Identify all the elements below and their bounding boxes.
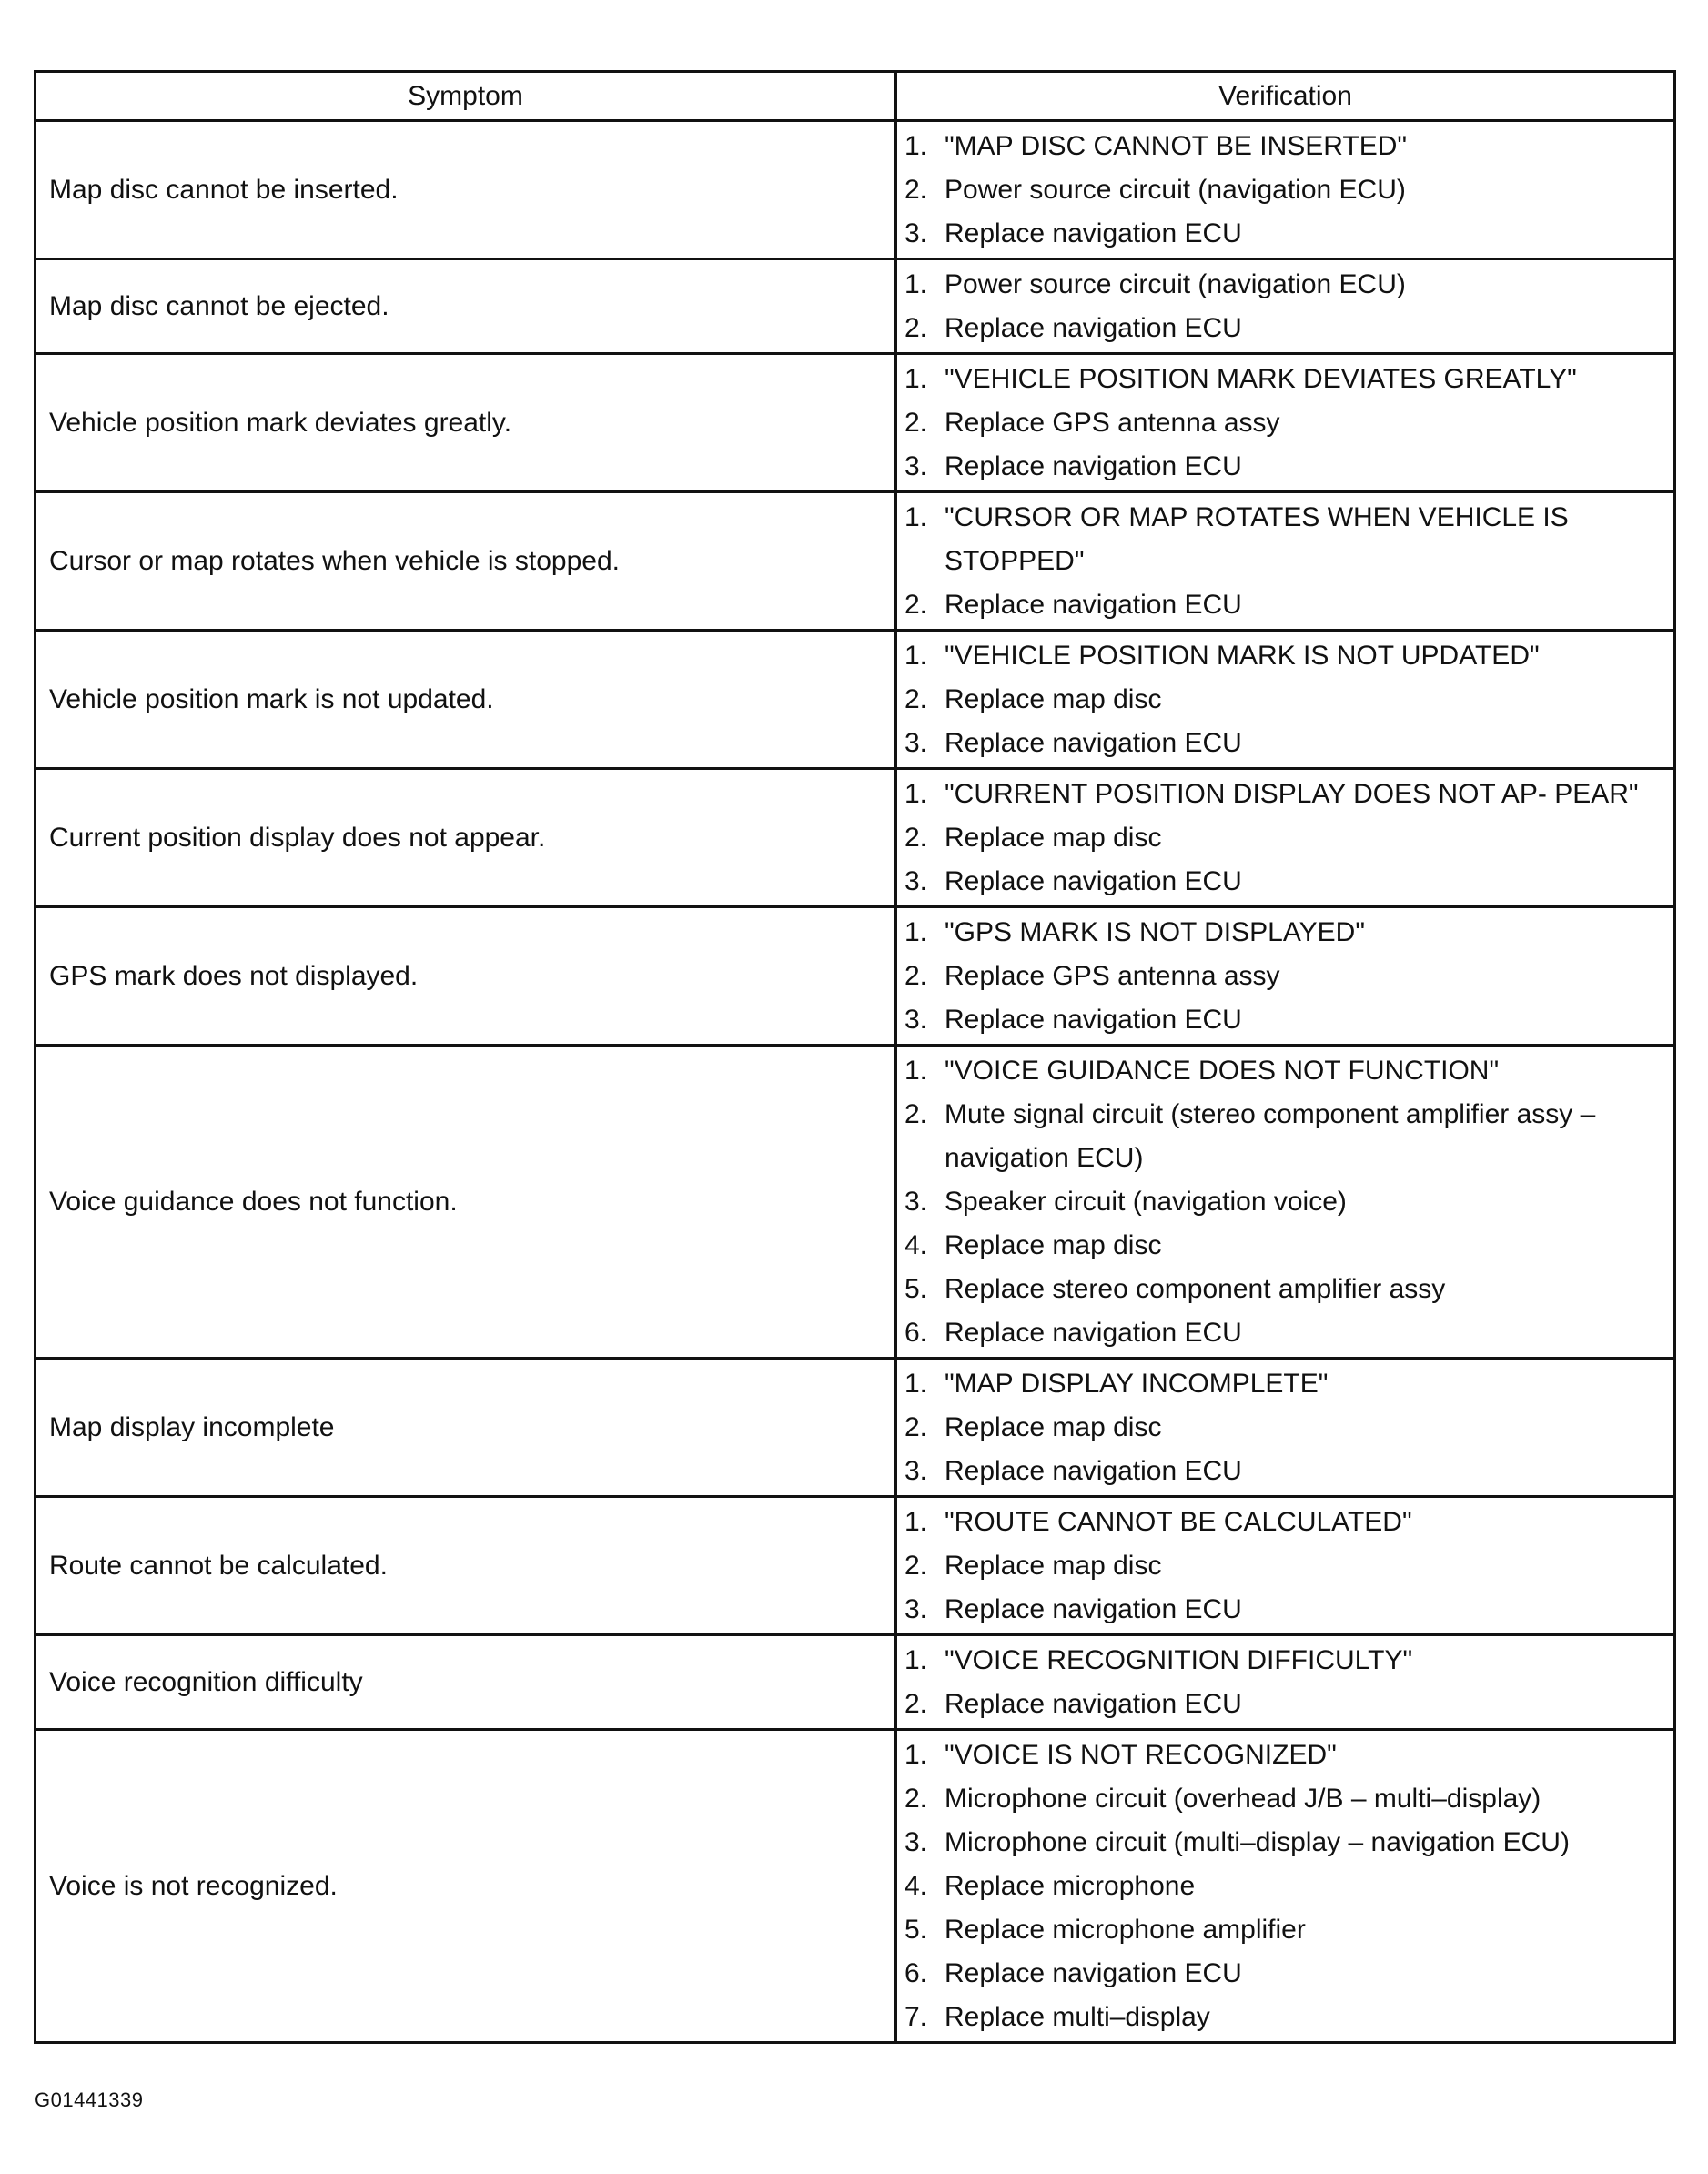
verification-step (905, 212, 1664, 256)
verification-step (905, 1865, 1664, 1908)
step-number: 1. (905, 1645, 928, 1675)
symptom-cell: Voice is not recognized. (35, 1730, 896, 2043)
step-number: 5. (905, 1274, 928, 1304)
step-number: 1. (905, 364, 928, 394)
step-text: Replace navigation ECU (945, 218, 1242, 248)
verification-step (905, 1450, 1664, 1493)
step-text: Replace navigation ECU (945, 451, 1242, 481)
figure-id: G01441339 (35, 2088, 144, 2111)
step-number: 1. (905, 502, 928, 532)
step-text: "VEHICLE POSITION MARK DEVIATES GREATLY" (945, 364, 1577, 394)
table-row (35, 1046, 1675, 1359)
step-text: Mute signal circuit (stereo component amplifier assy – navigation ECU) (945, 1099, 1596, 1173)
verification-steps (905, 496, 1664, 627)
step-number: 2. (905, 1412, 928, 1442)
verification-steps (905, 125, 1664, 256)
verification-step (905, 1093, 1664, 1180)
verification-cell (896, 1497, 1675, 1635)
verification-step (905, 1777, 1664, 1821)
table-row (35, 492, 1675, 631)
verification-steps (905, 911, 1664, 1042)
verification-step (905, 1952, 1664, 1996)
verification-cell (896, 907, 1675, 1046)
step-text: Replace navigation ECU (945, 1318, 1242, 1348)
step-number: 3. (905, 1827, 928, 1857)
table-row (35, 121, 1675, 259)
verification-step (905, 816, 1664, 860)
step-number: 1. (905, 1740, 928, 1770)
step-text: Power source circuit (navigation ECU) (945, 175, 1406, 205)
table-row (35, 1359, 1675, 1497)
table-row (35, 259, 1675, 354)
step-text: "MAP DISC CANNOT BE INSERTED" (945, 131, 1408, 161)
step-number: 2. (905, 684, 928, 714)
verification-cell (896, 1359, 1675, 1497)
verification-step (905, 998, 1664, 1042)
verification-step (905, 1734, 1664, 1777)
verification-step (905, 1311, 1664, 1355)
verification-step (905, 168, 1664, 212)
verification-step (905, 955, 1664, 998)
verification-steps (905, 1501, 1664, 1632)
step-text: "CURRENT POSITION DISPLAY DOES NOT AP- PEAR" (945, 779, 1639, 809)
step-text: Replace GPS antenna assy (945, 408, 1280, 438)
verification-cell (896, 354, 1675, 492)
symptom-cell: Map display incomplete (35, 1359, 896, 1497)
step-number: 3. (905, 218, 928, 248)
step-number: 6. (905, 1318, 928, 1348)
step-number: 1. (905, 917, 928, 947)
symptom-cell: Voice guidance does not function. (35, 1046, 896, 1359)
step-number: 6. (905, 1958, 928, 1988)
verification-steps (905, 634, 1664, 765)
verification-step (905, 773, 1664, 816)
verification-steps (905, 263, 1664, 350)
step-number: 3. (905, 1005, 928, 1035)
step-number: 1. (905, 1507, 928, 1537)
step-text: "VOICE GUIDANCE DOES NOT FUNCTION" (945, 1056, 1500, 1086)
symptom-table (34, 70, 1676, 2044)
verification-cell (896, 1635, 1675, 1730)
step-number: 2. (905, 175, 928, 205)
step-number: 1. (905, 1056, 928, 1086)
step-text: Replace navigation ECU (945, 313, 1242, 343)
step-text: Replace navigation ECU (945, 1456, 1242, 1486)
step-text: Microphone circuit (multi–display – navigation ECU) (945, 1827, 1570, 1857)
verification-step (905, 678, 1664, 722)
verification-step (905, 1501, 1664, 1544)
step-number: 2. (905, 1099, 928, 1129)
verification-step (905, 1224, 1664, 1268)
step-text: Replace navigation ECU (945, 866, 1242, 896)
verification-column-header: Verification (896, 72, 1675, 121)
verification-step (905, 1362, 1664, 1406)
table-row (35, 1497, 1675, 1635)
verification-step (905, 1996, 1664, 2039)
step-number: 2. (905, 1551, 928, 1581)
verification-step (905, 1544, 1664, 1588)
verification-step (905, 722, 1664, 765)
table-row (35, 1730, 1675, 2043)
verification-cell (896, 769, 1675, 907)
step-number: 2. (905, 313, 928, 343)
verification-step (905, 1180, 1664, 1224)
table-row (35, 354, 1675, 492)
troubleshooting-sheet (34, 70, 1673, 2044)
step-text: Replace map disc (945, 684, 1162, 714)
verification-step (905, 1908, 1664, 1952)
step-number: 3. (905, 728, 928, 758)
step-number: 2. (905, 1784, 928, 1814)
verification-step (905, 358, 1664, 401)
step-number: 3. (905, 866, 928, 896)
step-text: Replace GPS antenna assy (945, 961, 1280, 991)
verification-step (905, 1588, 1664, 1632)
verification-cell (896, 121, 1675, 259)
verification-steps (905, 1362, 1664, 1493)
symptom-cell: GPS mark does not displayed. (35, 907, 896, 1046)
step-text: Replace map disc (945, 823, 1162, 853)
verification-cell (896, 1730, 1675, 2043)
step-text: "VOICE RECOGNITION DIFFICULTY" (945, 1645, 1413, 1675)
verification-steps (905, 1639, 1664, 1726)
step-number: 2. (905, 961, 928, 991)
step-text: Replace multi–display (945, 2002, 1210, 2032)
verification-step (905, 1406, 1664, 1450)
symptom-cell: Map disc cannot be inserted. (35, 121, 896, 259)
step-number: 3. (905, 1187, 928, 1217)
step-number: 1. (905, 641, 928, 671)
step-text: Replace navigation ECU (945, 590, 1242, 620)
step-number: 5. (905, 1915, 928, 1945)
symptom-cell: Route cannot be calculated. (35, 1497, 896, 1635)
step-text: "CURSOR OR MAP ROTATES WHEN VEHICLE IS STOPPED" (945, 502, 1569, 576)
verification-step (905, 1683, 1664, 1726)
step-number: 7. (905, 2002, 928, 2032)
verification-step (905, 1268, 1664, 1311)
step-text: Replace navigation ECU (945, 728, 1242, 758)
step-text: Replace navigation ECU (945, 1594, 1242, 1624)
verification-steps (905, 1734, 1664, 2039)
symptom-cell: Vehicle position mark deviates greatly. (35, 354, 896, 492)
verification-step (905, 1639, 1664, 1683)
step-text: Speaker circuit (navigation voice) (945, 1187, 1347, 1217)
step-number: 2. (905, 1689, 928, 1719)
symptom-cell: Cursor or map rotates when vehicle is stopped. (35, 492, 896, 631)
step-text: Replace map disc (945, 1230, 1162, 1260)
step-number: 2. (905, 823, 928, 853)
verification-step (905, 401, 1664, 445)
step-text: Microphone circuit (overhead J/B – multi–display) (945, 1784, 1541, 1814)
symptom-cell: Map disc cannot be ejected. (35, 259, 896, 354)
step-number: 1. (905, 1369, 928, 1399)
verification-steps (905, 773, 1664, 904)
verification-step (905, 445, 1664, 489)
step-number: 3. (905, 451, 928, 481)
verification-step (905, 1821, 1664, 1865)
table-row (35, 631, 1675, 769)
step-text: "VOICE IS NOT RECOGNIZED" (945, 1740, 1337, 1770)
step-text: "ROUTE CANNOT BE CALCULATED" (945, 1507, 1412, 1537)
verification-cell (896, 492, 1675, 631)
step-text: Replace navigation ECU (945, 1005, 1242, 1035)
step-text: Replace microphone (945, 1871, 1196, 1901)
verification-step (905, 125, 1664, 168)
step-number: 2. (905, 408, 928, 438)
step-number: 2. (905, 590, 928, 620)
step-text: Replace stereo component amplifier assy (945, 1274, 1446, 1304)
step-number: 3. (905, 1456, 928, 1486)
step-text: Replace microphone amplifier (945, 1915, 1306, 1945)
step-number: 1. (905, 131, 928, 161)
step-text: "MAP DISPLAY INCOMPLETE" (945, 1369, 1329, 1399)
verification-cell (896, 631, 1675, 769)
verification-step (905, 1049, 1664, 1093)
step-text: Replace map disc (945, 1551, 1162, 1581)
step-text: Replace map disc (945, 1412, 1162, 1442)
table-row (35, 907, 1675, 1046)
step-number: 4. (905, 1230, 928, 1260)
step-number: 3. (905, 1594, 928, 1624)
table-row (35, 1635, 1675, 1730)
step-number: 4. (905, 1871, 928, 1901)
verification-step (905, 263, 1664, 307)
step-number: 1. (905, 269, 928, 299)
verification-step (905, 583, 1664, 627)
table-row (35, 769, 1675, 907)
verification-step (905, 496, 1664, 583)
verification-steps (905, 358, 1664, 489)
symptom-cell: Vehicle position mark is not updated. (35, 631, 896, 769)
step-text: "VEHICLE POSITION MARK IS NOT UPDATED" (945, 641, 1540, 671)
symptom-column-header: Symptom (35, 72, 896, 121)
step-text: Power source circuit (navigation ECU) (945, 269, 1406, 299)
table-body (35, 121, 1675, 2043)
symptom-cell: Voice recognition difficulty (35, 1635, 896, 1730)
step-text: Replace navigation ECU (945, 1958, 1242, 1988)
step-number: 1. (905, 779, 928, 809)
verification-step (905, 634, 1664, 678)
symptom-cell: Current position display does not appear. (35, 769, 896, 907)
step-text: Replace navigation ECU (945, 1689, 1242, 1719)
step-text: "GPS MARK IS NOT DISPLAYED" (945, 917, 1365, 947)
verification-cell (896, 259, 1675, 354)
verification-step (905, 307, 1664, 350)
verification-cell (896, 1046, 1675, 1359)
verification-step (905, 860, 1664, 904)
verification-steps (905, 1049, 1664, 1355)
verification-step (905, 911, 1664, 955)
table-header-row (35, 72, 1675, 121)
